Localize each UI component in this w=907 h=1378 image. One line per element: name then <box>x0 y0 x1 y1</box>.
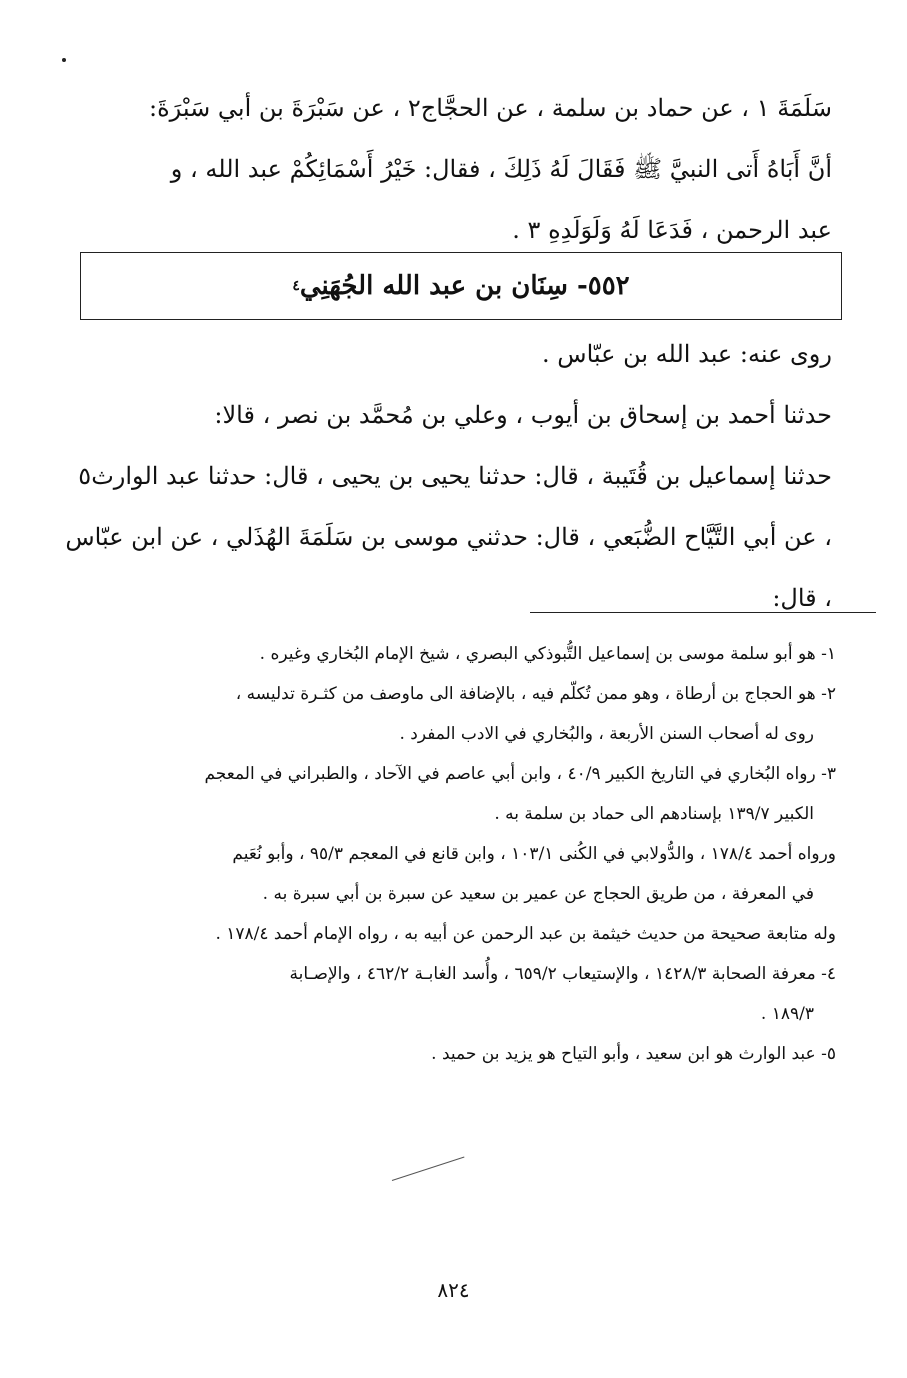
narration-line: حدثنا أحمد بن إسحاق بن أيوب ، وعلي بن مُحمَّد بن نصر ، قالا: <box>214 401 832 429</box>
narration-line: ، عن أبي التَّيَّاح الضُّبَعي ، قال: حدثني موسى بن سَلَمَةَ الهُذَلي ، عن ابن عبّاس <box>65 523 832 551</box>
stray-pen-mark <box>392 1157 465 1181</box>
footnote-line: وله متابعة صحيحة من حديث خيثمة بن عبد الرحمن عن أبيه به ، رواه الإمام أحمد ١٧٨/٤ . <box>215 924 836 944</box>
footnote-line: ٣- رواه البُخاري في التاريخ الكبير ٤٠/٩ ، وابن أبي عاصم في الآحاد ، والطبراني في المعجم <box>204 764 836 784</box>
footnote-line: الكبير ١٣٩/٧ بإسنادهم الى حماد بن سلمة به . <box>494 804 814 824</box>
top-paragraph <box>80 78 832 261</box>
footnotes <box>80 634 836 1074</box>
footnote-line: ١- هو أبو سلمة موسى بن إسماعيل التُّبوذكي البصري ، شيخ الإمام البُخاري وغيره . <box>259 644 836 664</box>
footnote-line: ١٨٩/٣ . <box>760 1004 814 1024</box>
page-number: ٨٢٤ <box>437 1278 470 1302</box>
entry-heading-box <box>80 252 842 320</box>
narration-line: روى عنه: عبد الله بن عبّاس . <box>542 340 832 368</box>
top-paragraph-line: سَلَمَةَ ١ ، عن حماد بن سلمة ، عن الحجَّاج٢ ، عن سَبْرَةَ بن أبي سَبْرَةَ: <box>149 94 832 122</box>
footnote-line: ورواه أحمد ١٧٨/٤ ، والدُّولابي في الكُنى ١٠٣/١ ، وابن قانع في المعجم ٩٥/٣ ، وأبو نُعَيم <box>232 844 836 864</box>
page-speck <box>62 58 66 62</box>
footnote-separator <box>530 612 876 613</box>
footnote-line: روى له أصحاب السنن الأربعة ، والبُخاري في الادب المفرد . <box>399 724 814 744</box>
top-paragraph-line: أنَّ أَبَاهُ أَتى النبيَّ ﷺ فَقَالَ لَهُ ذَلِكَ ، فقال: خَيْرُ أَسْمَائِكُمْ عبد الله ، و <box>170 155 832 183</box>
footnote-line: ٢- هو الحجاج بن أرطاة ، وهو ممن تُكلّم فيه ، بالإضافة الى ماوصف من كثـرة تدليسه ، <box>235 684 836 704</box>
entry-heading-footnote-mark: ٤ <box>292 278 300 294</box>
entry-heading-title: ٥٥٢- سِنَان بن عبد الله الجُهَنِي <box>299 271 630 301</box>
footnote-line: في المعرفة ، من طريق الحجاج عن عمير بن سعيد عن سبرة بن أبي سبرة به . <box>262 884 814 904</box>
top-paragraph-line: عبد الرحمن ، فَدَعَا لَهُ وَلَوَلَدِهِ ٣ . <box>512 216 832 244</box>
footnote-line: ٥- عبد الوارث هو ابن سعيد ، وأبو التياح هو يزيد بن حميد . <box>431 1044 836 1064</box>
narration-line: حدثنا إسماعيل بن قُتَيبة ، قال: حدثنا يحيى بن يحيى ، قال: حدثنا عبد الوارث٥ <box>78 462 832 490</box>
narration-paragraph <box>65 324 832 629</box>
footnote-line: ٤- معرفة الصحابة ١٤٢٨/٣ ، والإستيعاب ٦٥٩/٢ ، وأُسد الغابـة ٤٦٢/٢ ، والإصـابة <box>289 964 836 984</box>
narration-line: ، قال: <box>772 584 832 612</box>
